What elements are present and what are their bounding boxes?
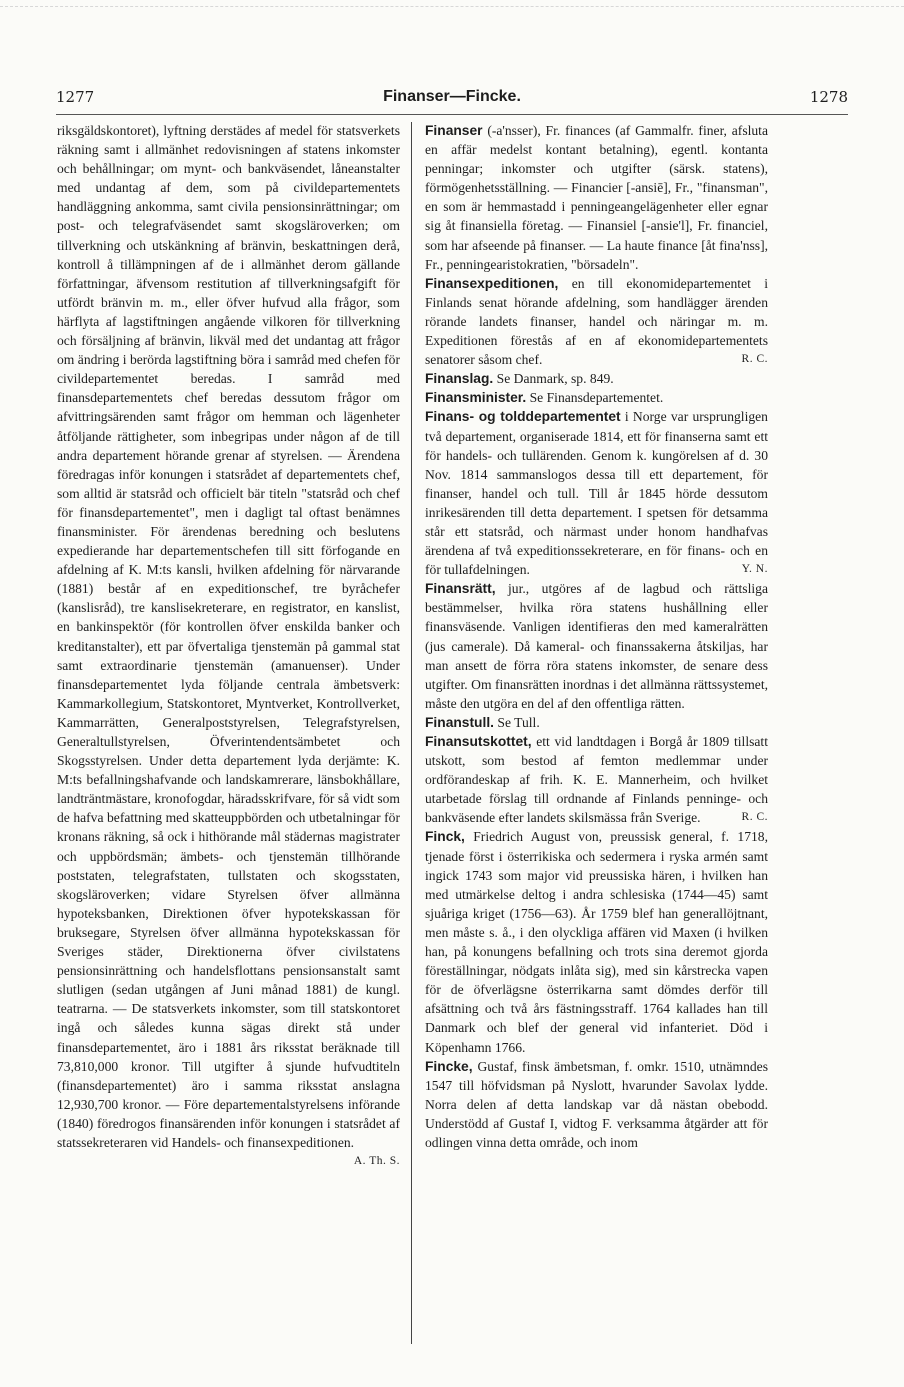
left-column-body: riksgäldskontoret), lyftning derstädes af medel för statsverkets räkning samt i allmänhet redovisningen af statens inkomster och behållningar; om mynt- och bankväsendet, låneanstalter med undantag af dem, som på civildepartementets handläggning ankomma, samt civila pensionsinrättningar; om post- och telegrafväsendet samt skogsläroverken; om tillverkning och utskänkning af bränvin, beskattningen derå, kontroll å tillämpningen af de i allmänhet derom gällande författningar, äfvensom restitution af tillverkningsafgift för utfördt bränvin m. m., eller öfver hufvud alla frågor, som härflyta af lagstiftningen angående vilkoren för tillverkning och försäljning af bränvin, likväl med det undantag att frågor om ändring i berörda lagstiftning böra i samråd med chefen för civildepartementet beredas. I samråd med finansdepartementets chef beredas dessutom frågor om afvittringsärenden samt frågor om hemman och lägenheter åtföljande rättigheter, som inbegripas under någon af de till andra departement hörande grenar af styrelsen. — Ärendena föredragas inför konungen i statsrådet af departementets chef, som alltid är statsråd och officielt bär titeln "statsråd och chef för finansdepartementet", men i dagligt tal oftast benämnes finansminister. För ärendenas beredning och beslutens expedierande har departementschefen till sitt förfogande en afdelning af K. M:ts kansli, hvilken afdelning för närvarande (1881) består af en expeditionschef, tre byråchefer (kanslisråd), tre kanslisekreterare, en registrator, en kanslist, en bankinspektör (för kontrollen öfver enskilda banker och kreditanstalter), ett par öfvertaliga tjenstemän på gammal stat samt extraordinarie tjenstemän (amanuenser). Under finansdepartementet lyda följande centrala ämbetsverk: Kammarkollegium, Statskontoret, Myntverket, Kontrollverket, Kammarrätten, Generalpoststyrelsen, Telegrafstyrelsen, Generaltullstyrelsen, Öfverintendentsämbetet och Skogsstyrelsen. Under detta departement lyda derjämte: K. M:ts befallningshafvande och landskamrerare, länsbokhållare, landträntmästare, kronofogdar, häradsskrifvare, för så vidt som de hafva befattning med skatteuppbörden och utbetalningar för kronans räkning, så ock i hithörande mål städernas magistrater och uppbördsmän; ämbets- och tjenstemän tillhörande poststaten, telegrafstaten, tullstaten och skogsstaten, skogsläroverken; vidare Styrelsen öfver allmänna hypoteksbanken, Direktionen öfver hypotekskassan för bruksegare, Styrelsen öfver allmänna hypotekskassan för Sveriges städer, Direktionerna öfver civilstatens pensionsinrättning och handelsflottans pensionsanstalt samt slutligen (sedan utgången af Juni månad 1881) de kungl. teatrarna. — De statsverkets inkomster, som till statskontoret ingå och således kunna sägas direkt stå under finansdepartementet, äro i 1881 års riksstat beräknade till 73,810,000 kronor. Till utgifter å sjunde hufvudtiteln (finansdepartementet) äro i samma riksstat anslagna 12,930,700 kronor. — Före departementalstyrelsens införande (1840) föredrogos finansärenden inför konungen i statsrådet af statssekreteraren vid Handels- och finansexpeditionen. (57, 123, 400, 1150)
page-header (56, 88, 848, 114)
dictionary-entry (425, 579, 768, 713)
entry-signature: R. C. (741, 811, 768, 824)
entry-signature: R. C. (741, 353, 768, 366)
entry-headword: Finansminister. (425, 390, 527, 406)
running-title: Finanser—Fincke. (383, 88, 521, 105)
entry-body: Se Danmark, sp. 849. (496, 371, 614, 387)
entry-body: Gustaf, finsk ämbetsman, f. omkr. 1510, utnämndes 1547 till höfvidsman på Nyslott, hvarunder Savolax lydde. Norra delen af detta landskap var då nästan obebodd. Understödd af Gustaf I, vidtog F. verksamma åtgärder att för odlingen vinna detta område, och inom (425, 1058, 768, 1150)
column-divider (411, 122, 412, 1344)
entry-body: i Norge var ursprungligen två departement, organiserade 1814, ett för finanserna samt ett för handels- och tullärenden. Genom k. kungörelsen af d. 30 Nov. 1814 sammanslogos dessa till ett departement, för finanser, handel och tull. Till år 1845 hörde dessutom inrikesärenden till detta departement. I spetsen för detsamma står ett statsråd, och närmast under honom handhafvas ärendena af två expeditionssekreterare, en för finans- och en för tullafdelningen. (425, 409, 768, 578)
scan-edge (0, 6, 904, 7)
entry-headword: Finanslag. (425, 371, 494, 387)
entry-headword: Finansexpeditionen, (425, 275, 559, 291)
entry-headword: Finanstull. (425, 714, 494, 730)
dictionary-entry (425, 369, 768, 388)
entry-body: Se Tull. (497, 714, 540, 730)
dictionary-entry (425, 274, 768, 369)
entry-headword: Finanser (425, 123, 483, 138)
entry-headword: Finansutskottet, (425, 734, 532, 749)
entry-signature: Y. N. (741, 563, 768, 576)
header-rule (56, 114, 848, 115)
entry-headword: Fincke, (425, 1058, 473, 1074)
right-column (425, 121, 768, 1346)
dictionary-entry (425, 713, 768, 732)
left-column-signature: A. Th. S. (353, 1155, 400, 1168)
entry-body: Friedrich August von, preussisk general, f. 1718, tjenade först i österrikiska och sedermera i ryska armén samt ingick 1743 som major vid preussiska hären, i hvilken han med utmärkelse deltog i andra schlesiska (1744—45) samt sjuåriga kriget (1756—63). År 1759 blef han generallöjtnant, men måste s. å., i den olyckliga affären vid Maxen (i hvilken han, på konungens befallning och trots sina deremot gjorda föreställningar, nödgats inlåta sig), med sin kårstrecka vapen för de öfverlägsne österrikarna samt dömdes derför till afsättning och två års fästningsstraff. 1764 kallades han till Danmark och blef der general vid infanteriet. Död i Köpenhamn 1766. (425, 829, 768, 1055)
dictionary-entry (425, 121, 768, 274)
entry-body: jur., utgöres af de lagbud och rättsliga bestämmelser, hvilka röra statens hushållning eller finansväsende. Vanligen identifieras den med kameralrätten (jus camerale). Då kameral- och finanssakerna åtskiljas, har man ansett de förra röra statens inkomster, de senare dess utgifter. Om finansrätten inordnas i det allmänna rättssystemet, måste den utgöra en del af den offentliga rätten. (425, 581, 768, 711)
entry-body: (-a'nsser), Fr. finances (af Gammalfr. finer, afsluta en affär medelst kontant betalning), egentl. kontanta penningar; inkomster och utgifter (särsk. statens), förmögenhetsställning. — Financier [-ansiē], Fr., "finansman", en som är hemmastadd i penningeangelägenheter eller egnar sig åt finansiella företag. — Finansiel [-ansie'l], Fr. financiel, som har afseende på finanser. — La haute finance [åt fina'nss], Fr., penningearistokratien, "börsadeln". (425, 123, 768, 272)
dictionary-entry (425, 388, 768, 407)
entry-headword: Finck, (425, 829, 465, 845)
dictionary-entry (425, 1057, 768, 1152)
entry-body: en till ekonomidepartementet i Finlands senat hörande afdelning, som handlägger ärenden rörande landets finanser, handel och näringar m. m. Expeditionen förestås af en af ekonomidepartementets senatorer såsom chef. (425, 275, 768, 368)
dictionary-entry (425, 732, 768, 827)
page-number-right: 1278 (809, 88, 848, 106)
left-column-text (57, 121, 400, 1168)
entry-body: ett vid landtdagen i Borgå år 1809 tillsatt utskott, som bestod af femton medlemmar under ordförandeskap af frih. K. E. Mannerheim, och hvilket utarbetade förslag till ordnande af Finlands penninge- och bankväsende efter landets skilsmässa från Sverige. (425, 734, 768, 826)
entry-body: Se Finansdepartementet. (529, 390, 664, 406)
left-column (57, 121, 400, 1346)
dictionary-entry (425, 827, 768, 1056)
entry-headword: Finans- og tolddepartementet (425, 409, 621, 425)
dictionary-entry (425, 407, 768, 579)
entry-headword: Finansrätt, (425, 581, 496, 597)
page-number-left: 1277 (56, 88, 95, 106)
